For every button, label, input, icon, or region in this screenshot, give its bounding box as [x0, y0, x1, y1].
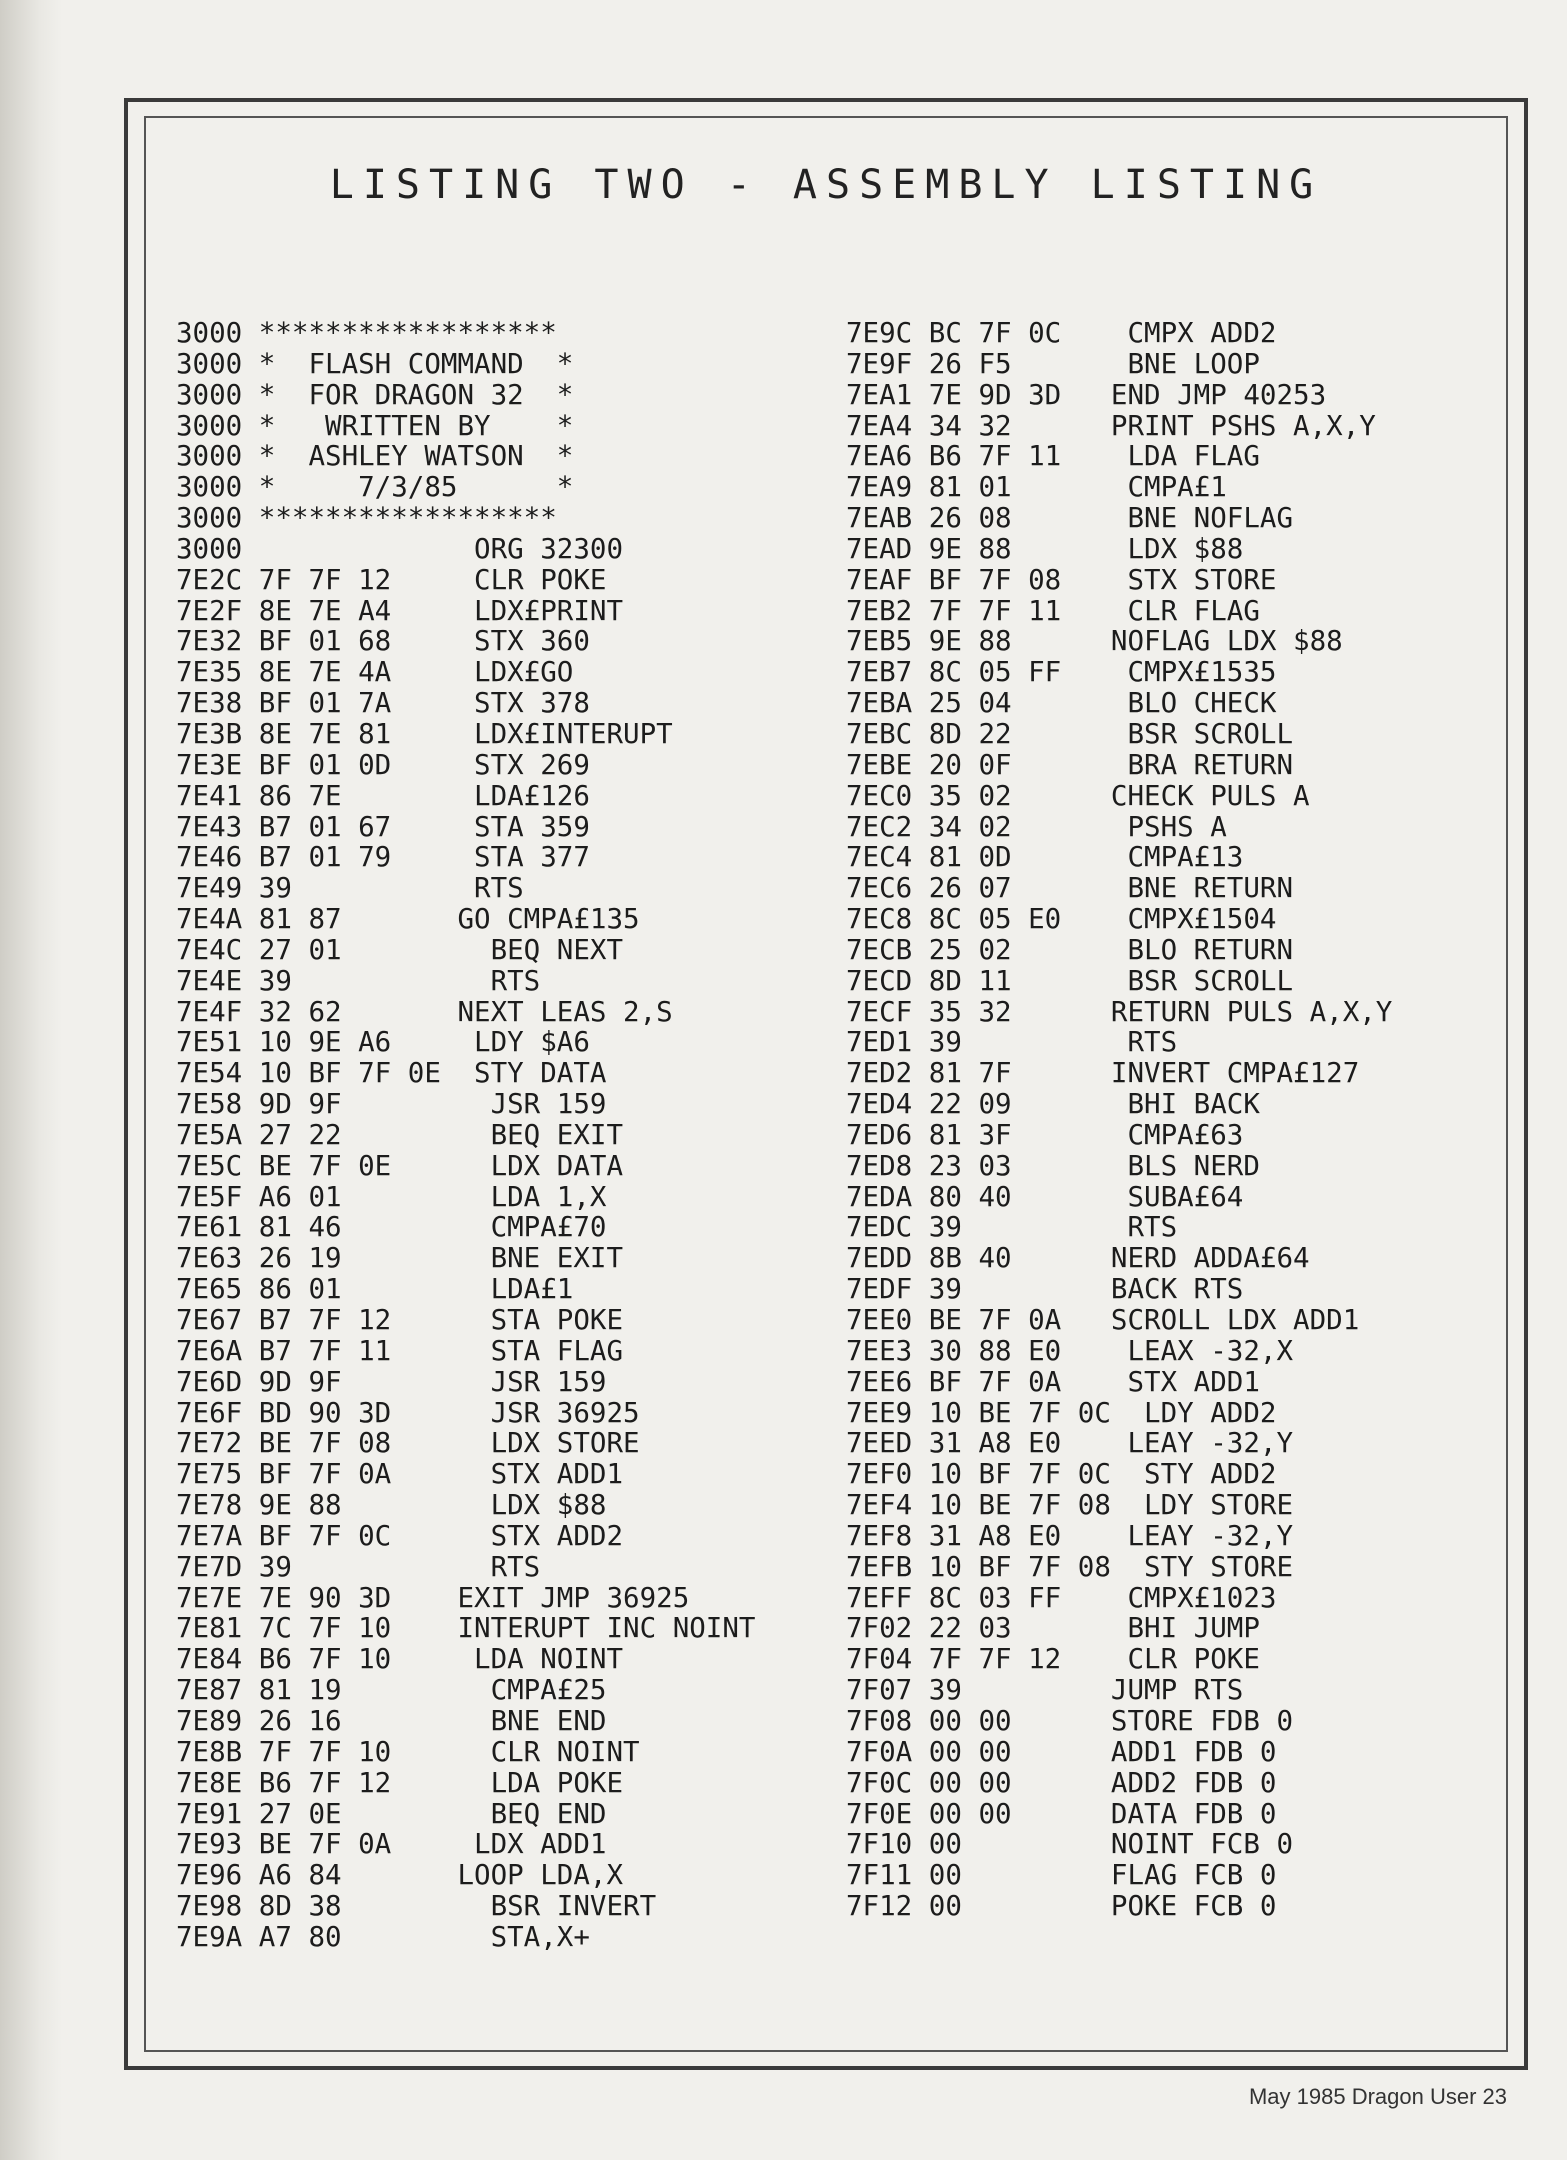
- listing-line: 7E78 9E 88 LDX $88: [176, 1489, 607, 1522]
- listing-line: 7E67 B7 7F 12 STA POKE: [176, 1304, 624, 1336]
- listing-line: 7E8B 7F 7F 10 CLR NOINT: [176, 1735, 640, 1768]
- listing-line: 7EDA 80 40 SUBA£64: [846, 1180, 1244, 1213]
- listing-line: 3000 * FOR DRAGON 32 *: [176, 378, 574, 411]
- listing-line: 7E4C 27 01 BEQ NEXT: [176, 933, 624, 966]
- listing-line: 3000 * 7/3/85 *: [176, 471, 574, 504]
- listing-line: 7E5A 27 22 BEQ EXIT: [176, 1118, 624, 1151]
- listing-line: 7EC8 8C 05 E0 CMPX£1504: [846, 903, 1277, 936]
- listing-line: 7EA1 7E 9D 3D END JMP 40253: [846, 378, 1327, 411]
- listing-line: 3000 * ASHLEY WATSON *: [176, 440, 574, 473]
- listing-line: 7E6D 9D 9F JSR 159: [176, 1365, 607, 1398]
- listing-line: 7ED1 39 RTS: [846, 1026, 1178, 1059]
- listing-line: 7EF0 10 BF 7F 0C STY ADD2: [846, 1458, 1277, 1491]
- listing-line: 3000 * FLASH COMMAND *: [176, 347, 574, 380]
- listing-line: 7ED6 81 3F CMPA£63: [846, 1118, 1244, 1151]
- listing-line: 7E3B 8E 7E 81 LDX£INTERUPT: [176, 717, 673, 750]
- listing-line: 7E89 26 16 BNE END: [176, 1704, 607, 1737]
- listing-line: 7E7D 39 RTS: [176, 1550, 541, 1583]
- listing-line: 7F10 00 NOINT FCB 0: [846, 1828, 1294, 1861]
- listing-line: 7EAD 9E 88 LDX $88: [846, 532, 1244, 565]
- listing-line: 7EE0 BE 7F 0A SCROLL LDX ADD1: [846, 1304, 1360, 1336]
- listing-line: 7E58 9D 9F JSR 159: [176, 1088, 607, 1121]
- assembly-column-left: [176, 318, 755, 1953]
- listing-line: 7EC6 26 07 BNE RETURN: [846, 872, 1294, 905]
- listing-line: 7E65 86 01 LDA£1: [176, 1273, 574, 1306]
- listing-line: 7F0C 00 00 ADD2 FDB 0: [846, 1766, 1277, 1799]
- listing-line: 7E96 A6 84 LOOP LDA,X: [176, 1859, 624, 1892]
- listing-line: 7E93 BE 7F 0A LDX ADD1: [176, 1828, 607, 1861]
- assembly-column-right: [846, 318, 1392, 1922]
- listing-line: 7EE9 10 BE 7F 0C LDY ADD2: [846, 1396, 1277, 1429]
- listing-line: 7E43 B7 01 67 STA 359: [176, 810, 590, 843]
- listing-line: 7EB2 7F 7F 11 CLR FLAG: [846, 594, 1260, 627]
- listing-line: 7EB7 8C 05 FF CMPX£1535: [846, 656, 1277, 689]
- listing-line: 7E41 86 7E LDA£126: [176, 779, 590, 812]
- listing-line: 3000 ORG 32300: [176, 532, 624, 565]
- listing-line: 7E81 7C 7F 10 INTERUPT INC NOINT: [176, 1612, 756, 1645]
- listing-line: 7E75 BF 7F 0A STX ADD1: [176, 1458, 624, 1491]
- listing-line: 7EDD 8B 40 NERD ADDA£64: [846, 1242, 1310, 1275]
- listing-line: 7E38 BF 01 7A STX 378: [176, 687, 590, 720]
- listing-line: 7EC2 34 02 PSHS A: [846, 810, 1227, 843]
- listing-line: 7ECF 35 32 RETURN PULS A,X,Y: [846, 995, 1393, 1028]
- listing-line: 7EFB 10 BF 7F 08 STY STORE: [846, 1550, 1294, 1583]
- listing-line: 7EA4 34 32 PRINT PSHS A,X,Y: [846, 409, 1376, 442]
- listing-line: 7E63 26 19 BNE EXIT: [176, 1242, 624, 1275]
- listing-line: 3000 ******************: [176, 502, 557, 535]
- listing-line: 7F11 00 FLAG FCB 0: [846, 1859, 1277, 1892]
- listing-line: 7E2F 8E 7E A4 LDX£PRINT: [176, 594, 624, 627]
- listing-line: 7E54 10 BF 7F 0E STY DATA: [176, 1057, 607, 1090]
- listing-line: 7E87 81 19 CMPA£25: [176, 1674, 607, 1707]
- listing-line: 7E8E B6 7F 12 LDA POKE: [176, 1766, 624, 1799]
- listing-line: 7F02 22 03 BHI JUMP: [846, 1612, 1260, 1645]
- listing-line: 7F07 39 JUMP RTS: [846, 1674, 1244, 1707]
- listing-line: 7E3E BF 01 0D STX 269: [176, 748, 590, 781]
- listing-line: 7E46 B7 01 79 STA 377: [176, 841, 590, 874]
- listing-line: 7E6F BD 90 3D JSR 36925: [176, 1396, 640, 1429]
- listing-line: 7E5F A6 01 LDA 1,X: [176, 1180, 607, 1213]
- listing-line: 7F0E 00 00 DATA FDB 0: [846, 1797, 1277, 1830]
- listing-line: 7EF4 10 BE 7F 08 LDY STORE: [846, 1489, 1294, 1522]
- listing-line: 7EA6 B6 7F 11 LDA FLAG: [846, 440, 1260, 473]
- listing-line: 7E9A A7 80 STA,X+: [176, 1920, 590, 1953]
- listing-line: 7E4E 39 RTS: [176, 964, 541, 997]
- listing-line: 7EDC 39 RTS: [846, 1211, 1178, 1244]
- listing-line: 7EBA 25 04 BLO CHECK: [846, 687, 1277, 720]
- listing-line: 7E2C 7F 7F 12 CLR POKE: [176, 563, 607, 596]
- listing-line: 7F08 00 00 STORE FDB 0: [846, 1704, 1294, 1737]
- listing-line: 7E32 BF 01 68 STX 360: [176, 625, 590, 658]
- listing-line: 7EAF BF 7F 08 STX STORE: [846, 563, 1277, 596]
- listing-line: 7EFF 8C 03 FF CMPX£1023: [846, 1581, 1277, 1614]
- listing-line: 7EED 31 A8 E0 LEAY -32,Y: [846, 1427, 1294, 1460]
- listing-line: 7EB5 9E 88 NOFLAG LDX $88: [846, 625, 1343, 658]
- listing-line: 7E9F 26 F5 BNE LOOP: [846, 347, 1260, 380]
- listing-line: 7F04 7F 7F 12 CLR POKE: [846, 1643, 1260, 1676]
- listing-line: 7EAB 26 08 BNE NOFLAG: [846, 502, 1294, 535]
- listing-line: 7F0A 00 00 ADD1 FDB 0: [846, 1735, 1277, 1768]
- listing-line: 7E5C BE 7F 0E LDX DATA: [176, 1149, 624, 1182]
- listing-line: 7E9C BC 7F 0C CMPX ADD2: [846, 317, 1277, 349]
- page-footer: May 1985 Dragon User 23: [1248, 2084, 1507, 2109]
- listing-line: 7E49 39 RTS: [176, 872, 524, 905]
- listing-title: LISTING TWO - ASSEMBLY LISTING: [329, 162, 1323, 208]
- listing-line: 7E72 BE 7F 08 LDX STORE: [176, 1427, 640, 1460]
- listing-line: 7ECD 8D 11 BSR SCROLL: [846, 964, 1294, 997]
- listing-line: 7E35 8E 7E 4A LDX£GO: [176, 656, 574, 689]
- listing-line: 7EBE 20 0F BRA RETURN: [846, 748, 1294, 781]
- listing-line: 7EC0 35 02 CHECK PULS A: [846, 779, 1310, 812]
- listing-line: 7EC4 81 0D CMPA£13: [846, 841, 1244, 874]
- page-binding-shadow: [0, 0, 62, 2160]
- listing-line: 7EDF 39 BACK RTS: [846, 1273, 1244, 1306]
- listing-line: 3000 ******************: [176, 317, 557, 349]
- listing-line: 7EBC 8D 22 BSR SCROLL: [846, 717, 1294, 750]
- listing-line: 7EA9 81 01 CMPA£1: [846, 471, 1227, 504]
- listing-line: 7E7A BF 7F 0C STX ADD2: [176, 1519, 624, 1552]
- listing-line: 7E4F 32 62 NEXT LEAS 2,S: [176, 995, 673, 1028]
- listing-line: 7EE3 30 88 E0 LEAX -32,X: [846, 1334, 1294, 1367]
- listing-line: 7E51 10 9E A6 LDY $A6: [176, 1026, 590, 1059]
- listing-line: 7ECB 25 02 BLO RETURN: [846, 933, 1294, 966]
- listing-line: 7ED4 22 09 BHI BACK: [846, 1088, 1260, 1121]
- listing-line: 7ED8 23 03 BLS NERD: [846, 1149, 1260, 1182]
- listing-line: 7E61 81 46 CMPA£70: [176, 1211, 607, 1244]
- listing-line: 7EE6 BF 7F 0A STX ADD1: [846, 1365, 1260, 1398]
- listing-line: 7F12 00 POKE FCB 0: [846, 1890, 1277, 1923]
- listing-line: 7E91 27 0E BEQ END: [176, 1797, 607, 1830]
- listing-line: 3000 * WRITTEN BY *: [176, 409, 574, 442]
- listing-line: 7EF8 31 A8 E0 LEAY -32,Y: [846, 1519, 1294, 1552]
- listing-line: 7E6A B7 7F 11 STA FLAG: [176, 1334, 624, 1367]
- listing-line: 7E7E 7E 90 3D EXIT JMP 36925: [176, 1581, 690, 1614]
- listing-line: 7E84 B6 7F 10 LDA NOINT: [176, 1643, 624, 1676]
- listing-line: 7E98 8D 38 BSR INVERT: [176, 1890, 657, 1923]
- listing-line: 7ED2 81 7F INVERT CMPA£127: [846, 1057, 1360, 1090]
- listing-line: 7E4A 81 87 GO CMPA£135: [176, 903, 640, 936]
